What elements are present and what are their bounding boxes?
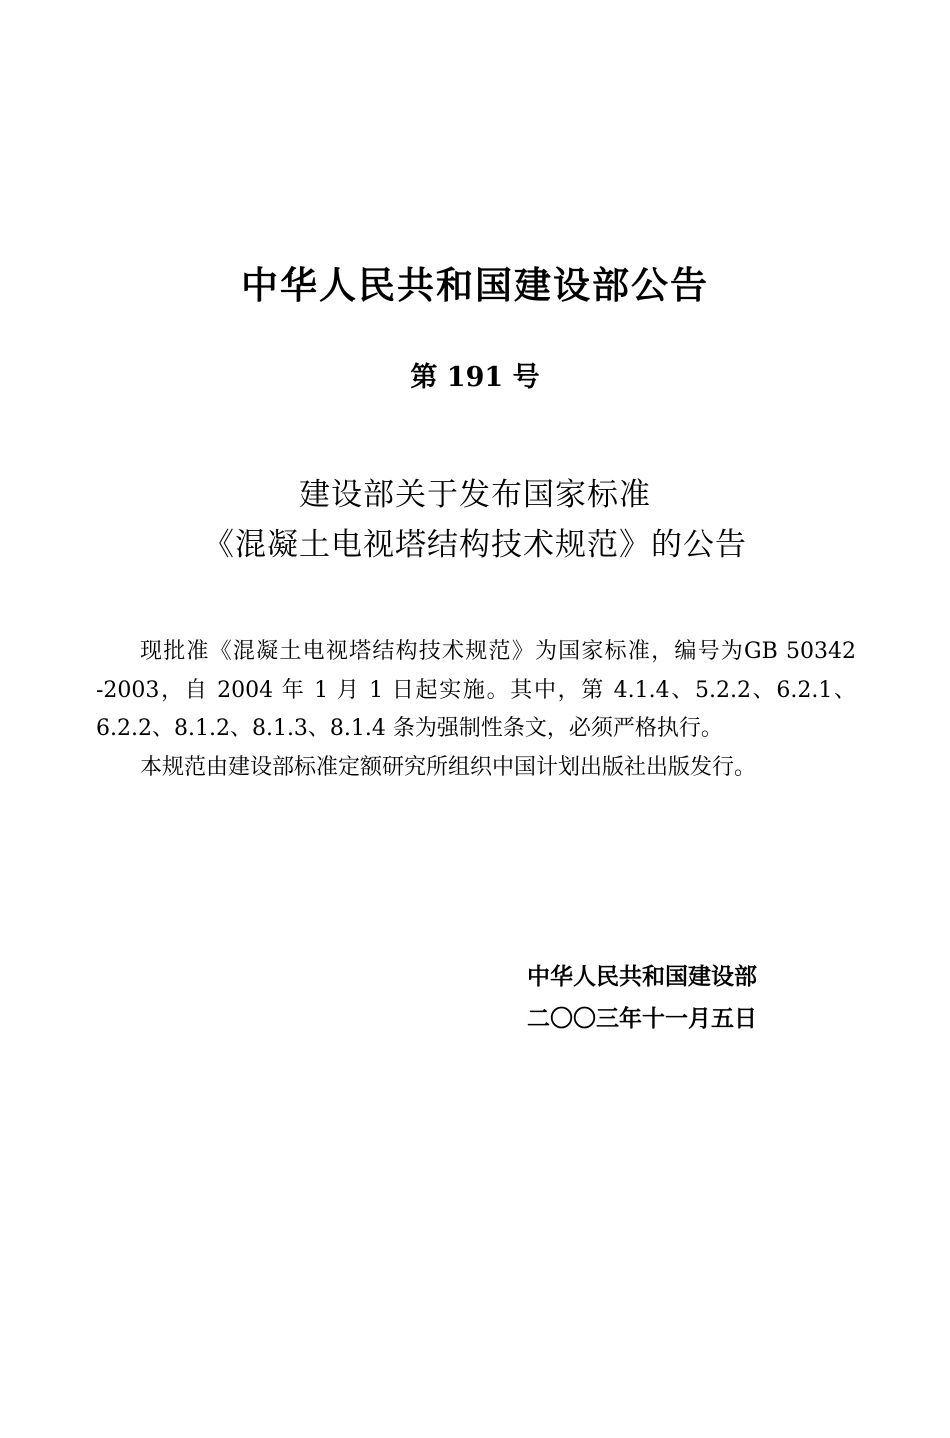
announcement-title: 中华人民共和国建设部公告 [241, 264, 709, 307]
subtitle-line-2: 《混凝土电视塔结构技术规范》的公告 [203, 527, 747, 563]
body-paragraph-1: 现批准《混凝土电视塔结构技术规范》为国家标准，编号为GB 50342 -2003，自 2004 年 1 月 1 日起实施。其中，第 4.1.4、5.2.2、6.2.1、6.2.2、8.1.2、8.1.3、8.1.4 条为强制性条文，必须严格执行。 [96, 639, 856, 741]
signature-block [527, 956, 857, 1040]
body-paragraph-2: 本规范由建设部标准定额研究所组织中国计划出版社出版发行。 [140, 754, 757, 780]
issuer-name: 中华人民共和国建设部 [527, 964, 757, 990]
announcement-number: 第 191 号 [410, 362, 540, 393]
subtitle-line-1: 建设部关于发布国家标准 [299, 477, 651, 513]
issue-date: 二〇〇三年十一月五日 [527, 1006, 757, 1032]
announcement-subtitle [0, 470, 950, 570]
announcement-body [96, 633, 856, 787]
